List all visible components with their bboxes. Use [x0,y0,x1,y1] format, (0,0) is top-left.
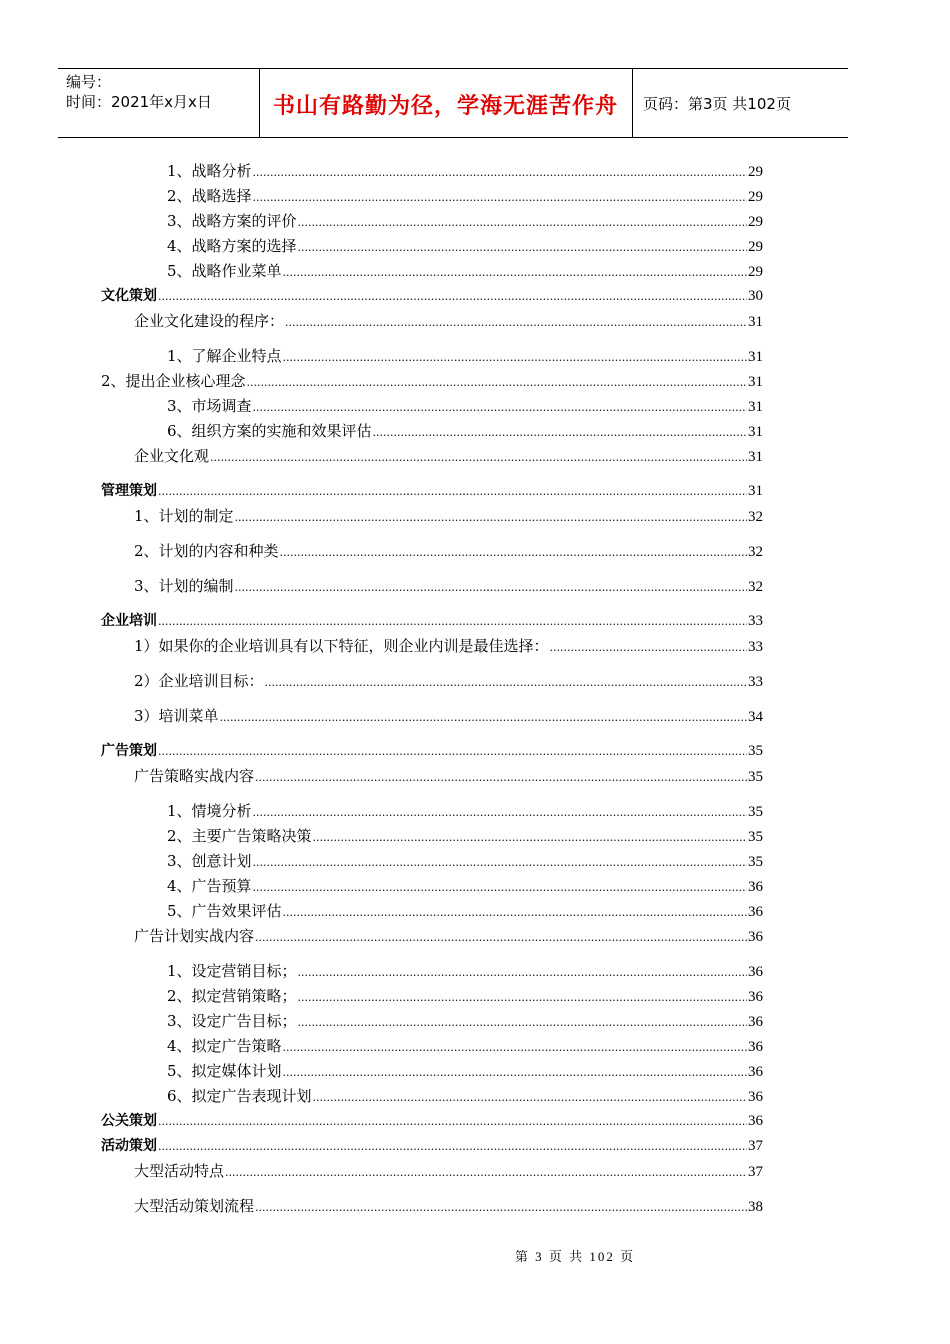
toc-entry-page: 31 [748,483,763,499]
toc-entry-title: 2、主要广告策略决策 [167,827,312,845]
toc-leader-dots [158,1137,747,1157]
toc-entry-page: 33 [748,639,763,655]
toc-entry-title: 3、计划的编制 [134,577,234,595]
toc-entry[interactable] [167,901,763,921]
toc-leader-dots [158,287,747,307]
toc-entry-title: 5、广告效果评估 [167,902,282,920]
toc-entry[interactable] [167,826,763,846]
toc-entry-title: 2、拟定营销策略； [167,987,297,1005]
header-page-info: 页码：第3页 共102页 [643,95,791,113]
toc-leader-dots [220,708,747,728]
toc-entry-page: 36 [748,1039,763,1055]
toc-leader-dots [283,263,747,283]
toc-entry[interactable] [134,706,763,726]
toc-entry[interactable] [134,636,763,656]
toc-leader-dots [235,508,747,528]
document-date-label: 时间：2021年x月x日 [66,93,212,111]
toc-entry[interactable] [167,346,763,366]
toc-leader-dots [285,313,747,333]
toc-section-title: 文化策划 [101,288,157,304]
toc-leader-dots [298,213,747,233]
toc-entry-page: 35 [748,829,763,845]
toc-entry-title: 1、情境分析 [167,802,252,820]
header-motto: 书山有路勤为径，学海无涯苦作舟 [272,94,618,119]
toc-entry-page: 31 [748,399,763,415]
toc-entry-title: 1、了解企业特点 [167,347,282,365]
toc-section[interactable] [101,481,763,501]
toc-section[interactable] [101,611,763,631]
toc-entry-page: 32 [748,544,763,560]
toc-entry-page: 35 [748,854,763,870]
toc-entry-page: 33 [748,613,763,629]
toc-entry-page: 31 [748,374,763,390]
toc-leader-dots [298,963,747,983]
toc-leader-dots [298,238,747,258]
toc-leader-dots [313,828,747,848]
toc-leader-dots [225,1163,747,1183]
toc-entry[interactable] [167,236,763,256]
toc-leader-dots [298,1013,747,1033]
toc-leader-dots [255,1198,747,1218]
toc-entry-title: 企业文化观 [134,447,210,465]
toc-entry-title: 2、计划的内容和种类 [134,542,279,560]
toc-entry-page: 29 [748,164,763,180]
toc-leader-dots [255,768,747,788]
toc-entry-page: 38 [748,1199,763,1215]
toc-entry-page: 33 [748,674,763,690]
toc-entry[interactable] [134,576,763,596]
toc-entry-title: 4、广告预算 [167,877,252,895]
toc-leader-dots [247,373,747,393]
toc-section-title: 活动策划 [101,1138,157,1154]
toc-entry-title: 4、拟定广告策略 [167,1037,282,1055]
toc-entry-title: 广告计划实战内容 [134,927,255,945]
toc-entry-page: 37 [748,1164,763,1180]
toc-entry-title: 5、拟定媒体计划 [167,1062,282,1080]
toc-entry[interactable] [167,1061,763,1081]
toc-entry-page: 29 [748,214,763,230]
toc-leader-dots [158,612,747,632]
toc-entry-page: 36 [748,904,763,920]
toc-entry[interactable] [167,261,763,281]
toc-entry-title: 1、战略分析 [167,162,252,180]
toc-entry[interactable] [101,371,763,391]
toc-entry-title: 大型活动策划流程 [134,1197,255,1215]
toc-leader-dots [158,1112,747,1132]
toc-entry-page: 36 [748,1089,763,1105]
toc-entry[interactable] [167,161,763,181]
toc-entry-title: 1）如果你的企业培训具有以下特征，则企业内训是最佳选择： [134,637,549,655]
toc-entry-page: 36 [748,989,763,1005]
toc-leader-dots [253,188,747,208]
toc-entry-title: 广告策略实战内容 [134,767,255,785]
toc-entry[interactable] [167,961,763,981]
toc-leader-dots [158,742,747,762]
toc-entry-title: 大型活动特点 [134,1162,225,1180]
toc-entry-title: 5、战略作业菜单 [167,262,282,280]
toc-entry-title: 2、战略选择 [167,187,252,205]
toc-section-title: 公关策划 [101,1113,157,1129]
toc-section[interactable] [101,286,763,306]
toc-entry-page: 30 [748,288,763,304]
toc-entry-title: 2）企业培训目标： [134,672,264,690]
toc-entry[interactable] [167,186,763,206]
toc-entry[interactable] [134,541,763,561]
toc-entry-title: 3、设定广告目标； [167,1012,297,1030]
toc-entry[interactable] [134,506,763,526]
toc-entry[interactable] [167,801,763,821]
toc-entry-page: 32 [748,579,763,595]
toc-entry-title: 1、设定营销目标； [167,962,297,980]
toc-entry-title: 企业文化建设的程序： [134,312,285,330]
toc-entry[interactable] [167,851,763,871]
toc-entry[interactable] [134,671,763,691]
toc-entry[interactable] [167,211,763,231]
toc-entry[interactable] [134,1196,763,1216]
toc-leader-dots [253,803,747,823]
toc-leader-dots [313,1088,747,1108]
toc-entry-page: 37 [748,1138,763,1154]
toc-leader-dots [158,482,747,502]
toc-entry-page: 29 [748,239,763,255]
toc-entry[interactable] [167,1036,763,1056]
toc-entry-title: 4、战略方案的选择 [167,237,297,255]
toc-section[interactable] [101,1111,763,1131]
toc-leader-dots [235,578,747,598]
toc-entry-page: 35 [748,743,763,759]
toc-entry-page: 35 [748,769,763,785]
toc-leader-dots [373,423,747,443]
toc-entry[interactable] [167,876,763,896]
toc-entry-title: 3、创意计划 [167,852,252,870]
toc-leader-dots [280,543,747,563]
toc-entry-page: 31 [748,449,763,465]
toc-entry-title: 6、组织方案的实施和效果评估 [167,422,372,440]
toc-leader-dots [265,673,747,693]
toc-section[interactable] [101,1136,763,1156]
toc-entry-page: 36 [748,879,763,895]
toc-entry-page: 31 [748,424,763,440]
toc-leader-dots [255,928,747,948]
toc-entry-page: 32 [748,509,763,525]
toc-leader-dots [253,398,747,418]
toc-section-title: 企业培训 [101,613,157,629]
page-footer [0,1246,950,1265]
toc-leader-dots [283,348,747,368]
toc-leader-dots [210,448,747,468]
toc-entry-page: 36 [748,1064,763,1080]
toc-leader-dots [283,1038,747,1058]
toc-leader-dots [253,878,747,898]
toc-entry[interactable] [167,1086,763,1106]
toc-leader-dots [298,988,747,1008]
toc-entry-page: 36 [748,929,763,945]
toc-entry-page: 34 [748,709,763,725]
toc-leader-dots [283,903,747,923]
toc-entry[interactable] [134,926,763,946]
toc-entry[interactable] [167,986,763,1006]
toc-entry-page: 31 [748,349,763,365]
footer-page-number: 第 3 页 共 102 页 [514,1249,636,1264]
toc-entry[interactable] [134,1161,763,1181]
toc-leader-dots [253,163,747,183]
toc-leader-dots [550,638,747,658]
toc-entry[interactable] [134,766,763,786]
toc-entry-page: 29 [748,264,763,280]
toc-entry-page: 36 [748,964,763,980]
toc-entry[interactable] [167,421,763,441]
document-number-label: 编号： [66,73,112,91]
toc-section[interactable] [101,741,763,761]
toc-entry[interactable] [167,1011,763,1031]
toc-entry[interactable] [134,311,763,331]
toc-entry-page: 31 [748,314,763,330]
toc-leader-dots [253,853,747,873]
toc-entry-page: 36 [748,1113,763,1129]
toc-entry-title: 1、计划的制定 [134,507,234,525]
toc-entry-page: 36 [748,1014,763,1030]
toc-entry-title: 6、拟定广告表现计划 [167,1087,312,1105]
toc-leader-dots [283,1063,747,1083]
toc-entry-page: 29 [748,189,763,205]
toc-section-title: 广告策划 [101,743,157,759]
toc-entry-title: 3、市场调查 [167,397,252,415]
toc-entry-title: 3）培训菜单 [134,707,219,725]
toc-entry[interactable] [167,396,763,416]
toc-entry-title: 3、战略方案的评价 [167,212,297,230]
toc-entry[interactable] [134,446,763,466]
toc-section-title: 管理策划 [101,483,157,499]
toc-entry-title: 2、提出企业核心理念 [101,372,246,390]
toc-entry-page: 35 [748,804,763,820]
